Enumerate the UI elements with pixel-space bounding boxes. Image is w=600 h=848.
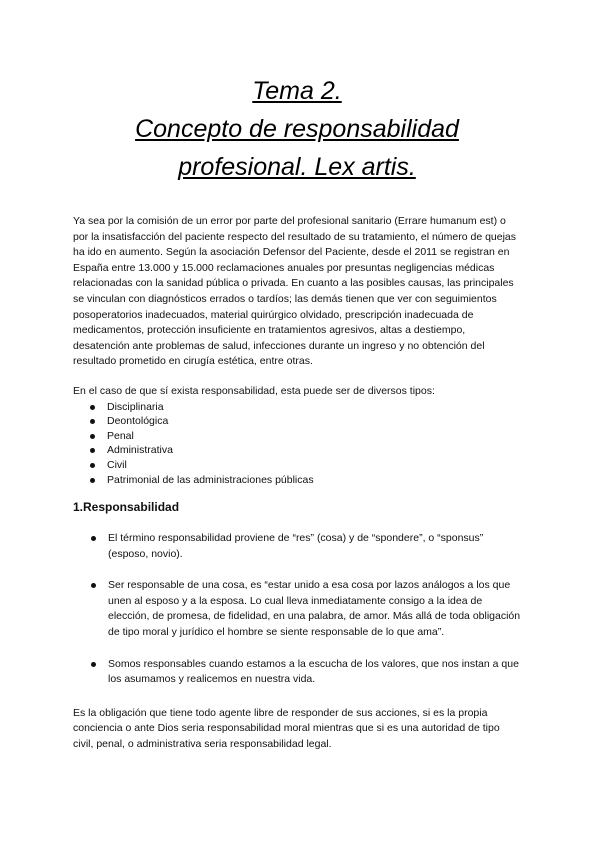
list-item: Deontológica (107, 414, 521, 429)
intro-paragraph: Ya sea por la comisión de un error por parte del profesional sanitario (Errare humanum est) o por la insatisfacción del paciente respecto del resultado de su tratamiento, el número de quejas ha ido en aumento. Según la asociación Defensor del Paciente, desde el 2011 se registran en España entre 13.000 y 15.000 reclamaciones anuales por presuntas negligencias médicas relacionadas con la sanidad pública o privada. En cuanto a las posibles causas, las principales se vinculan con diagnósticos errados o tardíos; las demás tienen que ver con seguimientos posoperatorios inadecuados, material quirúrgico olvidado, prescripción inadecuada de medicamentos, protección insuficiente en tratamientos agresivos, altas a destiempo, desatención ante problemas de salud, infecciones durante un ingreso y no obtención del resultado prometido en cirugía estética, entre otras. (73, 215, 517, 368)
closing-paragraph: Es la obligación que tiene todo agente libre de responder de sus acciones, si es la propia conciencia o ante Dios seria responsabilidad moral mientras que si es una autoridad de tipo civil, penal, o administrativa seria responsabilidad legal. (73, 706, 500, 751)
list-item: Disciplinaria (107, 400, 521, 415)
list-item: Administrativa (107, 443, 521, 458)
title-line-2: Concepto de responsabilidad (135, 115, 459, 143)
list-item: Penal (107, 429, 521, 444)
document-title (73, 72, 521, 186)
types-lead-paragraph: En el caso de que sí exista responsabilidad, esta puede ser de diversos tipos: (73, 384, 435, 397)
list-item: El término responsabilidad proviene de “res” (cosa) y de “spondere”, o “sponsus” (esposo, novio). (108, 531, 521, 562)
title-line-3: profesional. Lex artis. (178, 153, 416, 181)
responsibility-points-list (73, 531, 521, 688)
list-item: Somos responsables cuando estamos a la escucha de los valores, que nos instan a que los asumamos y realicemos en nuestra vida. (108, 657, 521, 688)
list-item: Patrimonial de las administraciones públicas (107, 473, 521, 488)
section-heading: 1.Responsabilidad (73, 500, 180, 515)
title-line-1: Tema 2. (252, 77, 342, 105)
list-item: Civil (107, 458, 521, 473)
responsibility-types-list (73, 400, 521, 488)
list-item: Ser responsable de una cosa, es “estar unido a esa cosa por lazos análogos a los que unen al esposo y a la esposa. Lo cual lleva inmediatamente consigo a la idea de elección, de promesa, de fidelidad, en una palabra, de amor. Más allá de toda obligación de tipo moral y jurídico el hombre se siente responsable de lo que ama”. (108, 578, 521, 640)
